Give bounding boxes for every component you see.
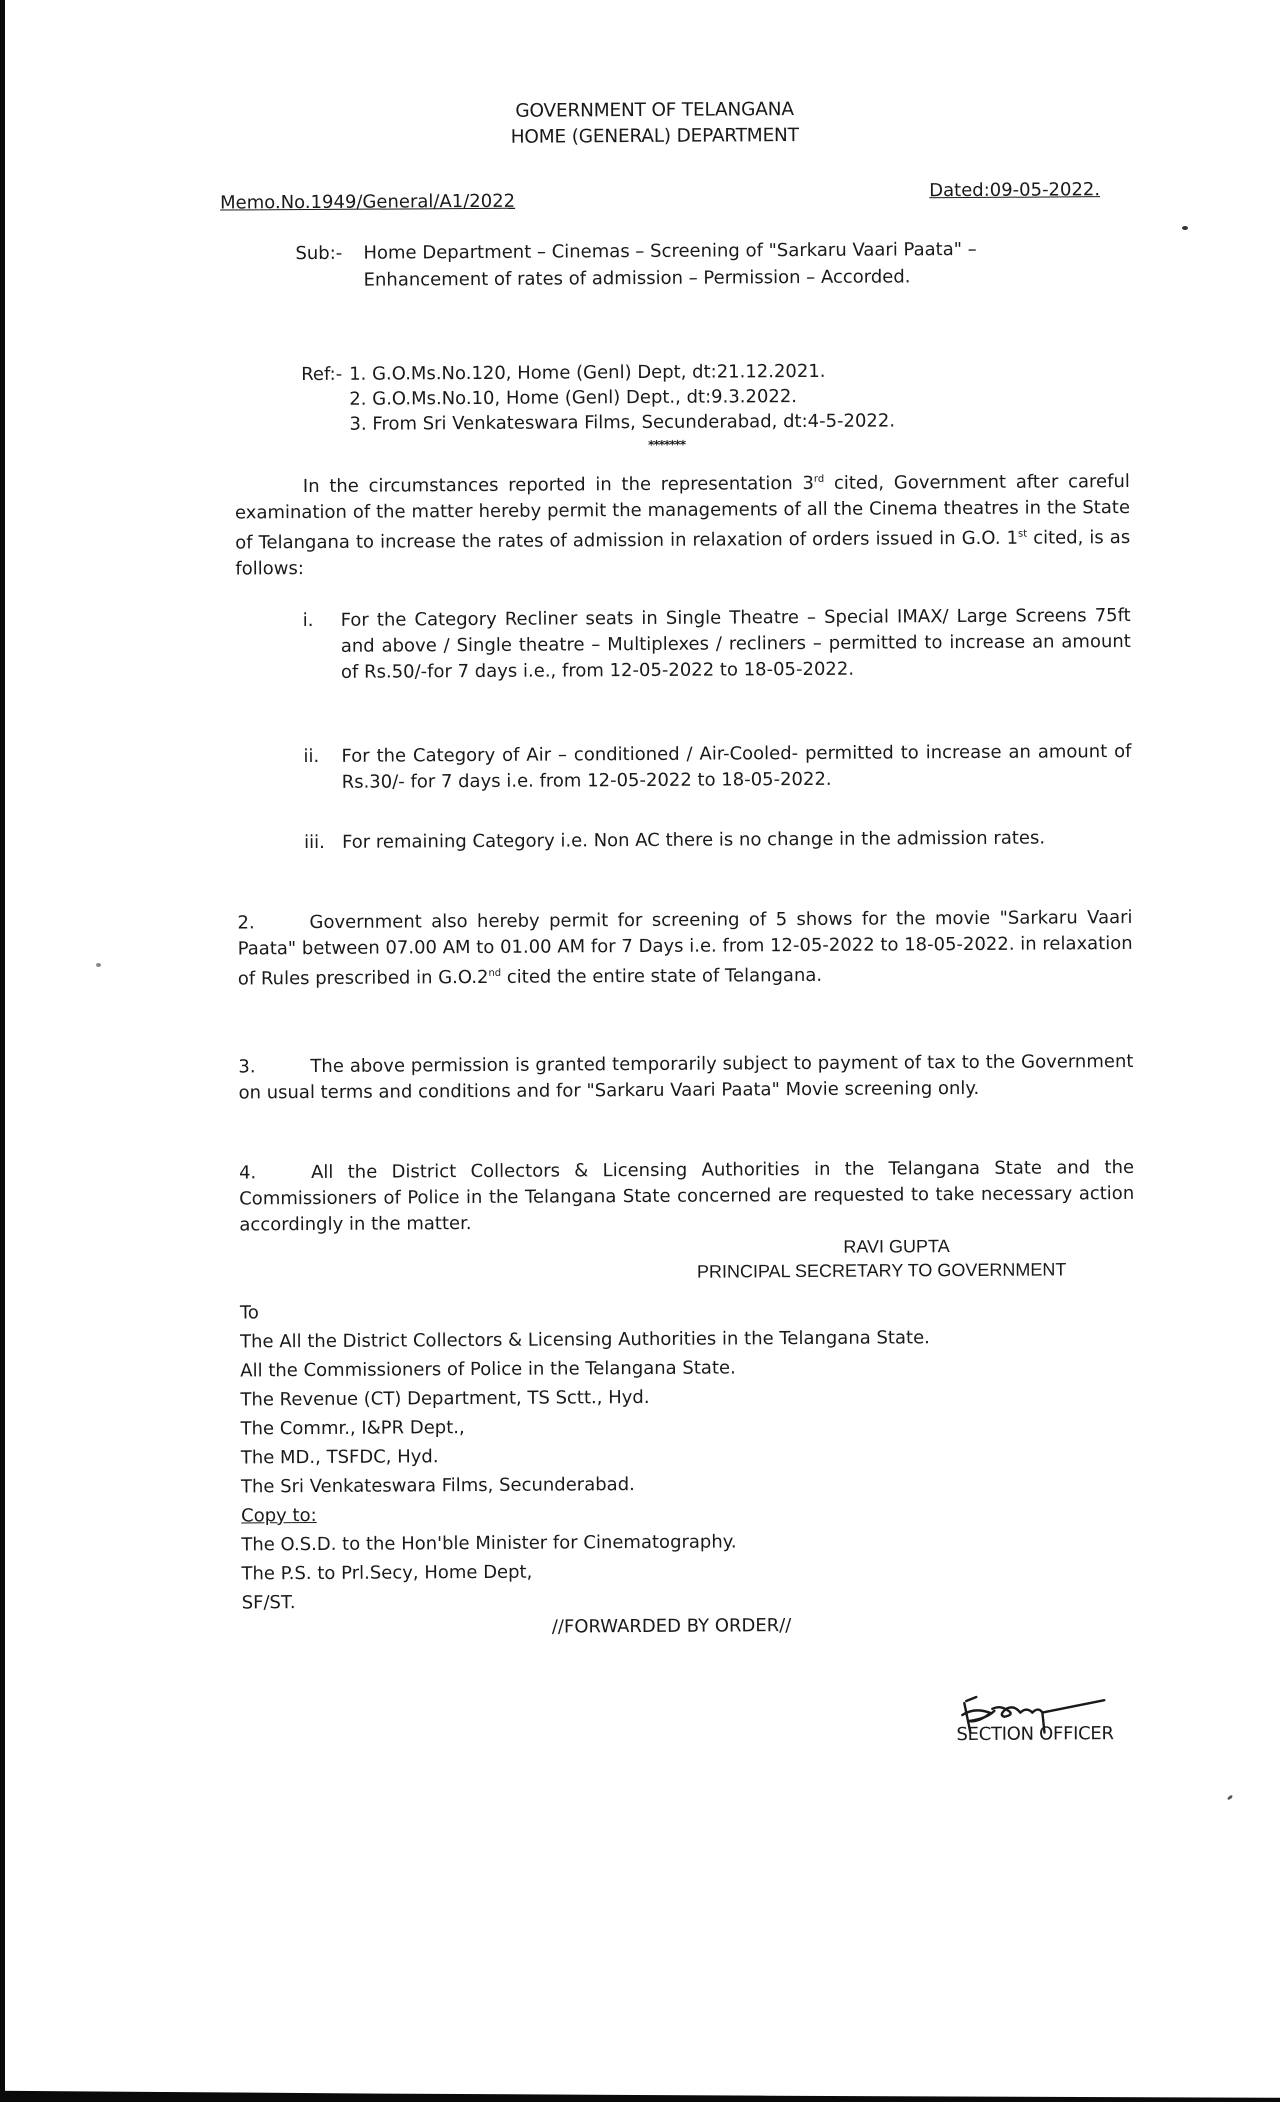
list-numeral: ii. <box>303 745 320 768</box>
paragraph-text: Government also hereby permit for screening of 5 shows for the movie "Sarkaru Vaari Paata" between 07.00 AM to 01.00 AM for 7 Days i.e. from 12-05-2022 to 18-05-2022. in relaxation of Rules prescribed in G.O.2nd cited the entire state of Telangana. <box>237 906 1133 990</box>
list-numeral: iii. <box>303 831 325 854</box>
list-item-text: For the Category Recliner seats in Single Theatre – Special IMAX/ Large Screens 75ft and above / Single theatre – Multiplexes / recliners – permitted to increase an amount of Rs.50/-for 7 days i.e., from 12-05-2022 to 18-05-2022. <box>340 604 1131 683</box>
paragraph-2 <box>237 905 1132 992</box>
separator-stars: ******* <box>648 437 686 452</box>
intro-paragraph <box>235 465 1131 582</box>
paragraph-3 <box>238 1049 1133 1106</box>
recipient: The Commr., I&PR Dept., <box>240 1417 465 1440</box>
paragraph-number: 2. <box>237 912 255 934</box>
department-title: HOME (GENERAL) DEPARTMENT <box>510 125 799 148</box>
section-officer-title: SECTION OFFICER <box>956 1723 1114 1746</box>
handwritten-signature <box>934 1662 1175 1763</box>
memo-number: Memo.No.1949/General/A1/2022 <box>220 190 516 214</box>
list-item <box>304 825 1132 856</box>
paragraph-number: 3. <box>238 1056 256 1078</box>
subject-label: Sub:- <box>295 242 343 265</box>
references-block <box>301 357 1081 437</box>
list-item-text: For remaining Category i.e. Non AC there is no change in the admission rates. <box>341 827 1046 853</box>
references-label: Ref:- <box>301 363 343 386</box>
to-label: To <box>239 1302 259 1324</box>
scan-speck <box>1182 226 1188 230</box>
government-title: GOVERNMENT OF TELANGANA <box>515 99 794 122</box>
list-numeral: i. <box>302 609 314 632</box>
recipient: The MD., TSFDC, Hyd. <box>240 1446 439 1469</box>
document-header <box>0 94 1275 154</box>
signatory-title: PRINCIPAL SECRETARY TO GOVERNMENT <box>696 1259 1067 1282</box>
memo-line <box>220 179 1101 214</box>
reference-item: 3. From Sri Venkateswara Films, Secunderabad, dt:4-5-2022. <box>349 410 896 435</box>
distribution-block <box>240 1293 1142 1617</box>
signatory-block <box>621 1233 1141 1284</box>
signatory-name: RAVI GUPTA <box>843 1236 950 1257</box>
list-item-text: For the Category of Air – conditioned / Air-Cooled- permitted to increase an amount of Rs.30/- for 7 days i.e. from 12-05-2022 to 18-05-2022. <box>341 740 1132 793</box>
paragraph-text: All the District Collectors & Licensing Authorities in the Telangana State and the Commissioners of Police in the Telangana State concerned are requested to take necessary action accordingly in the matter. <box>239 1156 1135 1236</box>
subject-block <box>295 236 995 294</box>
forwarded-by-order: //FORWARDED BY ORDER// <box>551 1615 792 1638</box>
scan-speck <box>96 963 101 967</box>
copy-recipient: The O.S.D. to the Hon'ble Minister for Cinematography. <box>241 1531 737 1556</box>
copy-to-label: Copy to: <box>241 1504 317 1527</box>
intro-paragraph-text: In the circumstances reported in the representation 3rd cited, Government after careful examination of the matter hereby permit the managements of all the Cinema theatres in the State of Telangana to increase the rates of admission in relaxation of orders issued in G.O. 1st cited, is as follows: <box>234 470 1131 580</box>
recipient: The All the District Collectors & Licensing Authorities in the Telangana State. <box>240 1327 930 1353</box>
paragraph-4 <box>239 1155 1134 1238</box>
list-item <box>303 739 1131 796</box>
subject-text: Home Department – Cinemas – Screening of "Sarkaru Vaari Paata" – Enhancement of rates of admission – Permission – Accorded. <box>363 238 977 291</box>
memo-date: Dated:09-05-2022. <box>929 179 1101 202</box>
paragraph-text: The above permission is granted temporarily subject to payment of tax to the Government on usual terms and conditions and for "Sarkaru Vaari Paata" Movie screening only. <box>238 1050 1134 1104</box>
recipient: All the Commissioners of Police in the Telangana State. <box>240 1357 736 1382</box>
recipient: The Revenue (CT) Department, TS Sctt., Hyd. <box>240 1386 650 1411</box>
copy-recipient: SF/ST. <box>241 1592 296 1614</box>
list-item <box>303 603 1131 686</box>
copy-recipient: The P.S. to Prl.Secy, Home Dept, <box>241 1561 533 1585</box>
paragraph-number: 4. <box>238 1162 257 1184</box>
reference-item: 2. G.O.Ms.No.10, Home (Genl) Dept., dt:9.3.2022. <box>349 386 798 410</box>
reference-item: 1. G.O.Ms.No.120, Home (Genl) Dept, dt:21.12.2021. <box>349 360 826 385</box>
recipient: The Sri Venkateswara Films, Secunderabad. <box>240 1474 635 1498</box>
